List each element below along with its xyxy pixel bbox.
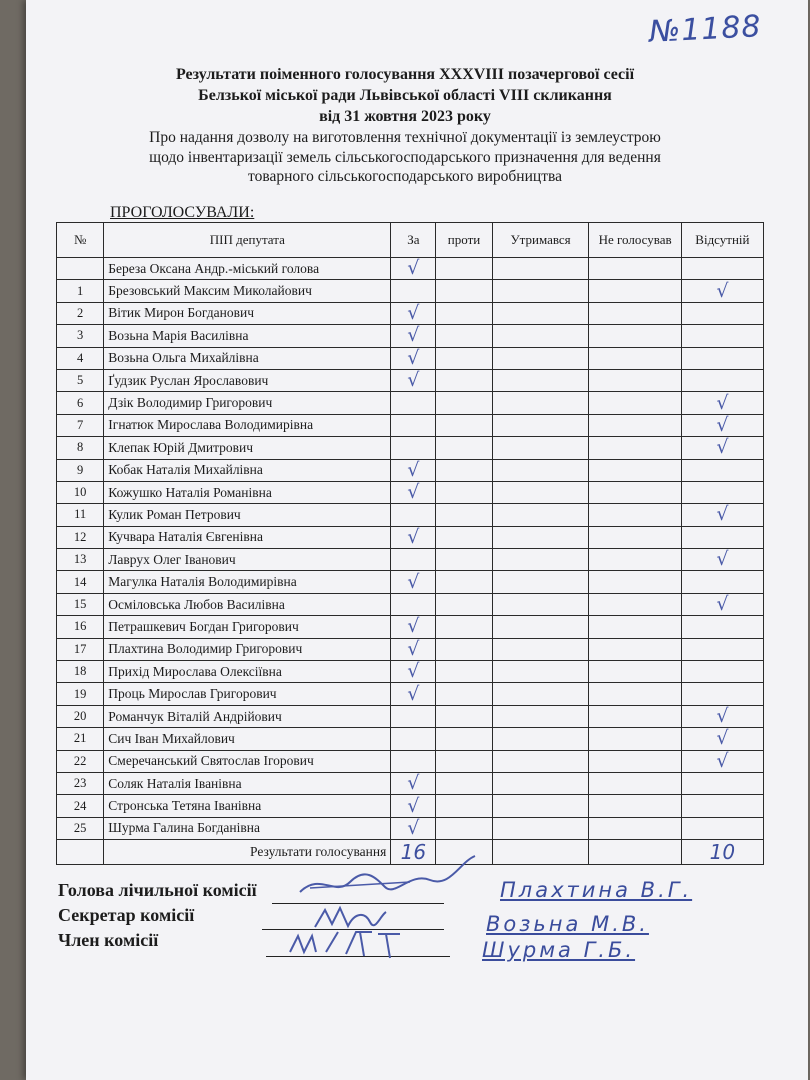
vote-cell-against: [436, 481, 492, 503]
header-abstained: Утримався: [492, 223, 589, 258]
table-row: [57, 705, 764, 727]
vote-cell-against: [436, 616, 492, 638]
vote-cell-against: [436, 638, 492, 660]
vote-cell-for: [391, 638, 436, 660]
table-row: [57, 795, 764, 817]
deputy-name: Смеречанський Святослав Ігорович: [104, 750, 391, 772]
signature-name-chair: Плахтина В.Г.: [500, 878, 693, 902]
table-row: [57, 504, 764, 526]
table-row: [57, 661, 764, 683]
header-for: За: [391, 223, 436, 258]
checkmark-icon: √: [407, 302, 420, 324]
vote-cell-absent: [681, 280, 763, 302]
vote-cell-absent: [681, 772, 763, 794]
vote-cell-not-voted: [589, 369, 681, 391]
checkmark-icon: √: [407, 682, 420, 705]
row-number: 18: [57, 661, 104, 683]
vote-cell-against: [436, 258, 492, 280]
checkmark-icon: √: [407, 817, 420, 839]
vote-cell-abstained: [492, 280, 589, 302]
vote-cell-abstained: [492, 616, 589, 638]
vote-cell-abstained: [492, 705, 589, 727]
vote-cell-absent: [681, 258, 763, 280]
checkmark-icon: √: [407, 347, 420, 369]
signature-role-member: Член комісії: [58, 930, 159, 950]
table-row: [57, 571, 764, 593]
header-against: проти: [436, 223, 492, 258]
vote-cell-absent: [681, 705, 763, 727]
vote-cell-against: [436, 728, 492, 750]
deputy-name: Вітик Мирон Богданович: [104, 302, 391, 324]
checkmark-icon: √: [407, 526, 420, 548]
vote-cell-absent: [681, 369, 763, 391]
checkmark-icon: √: [407, 257, 420, 280]
vote-cell-not-voted: [589, 638, 681, 660]
vote-cell-absent: [681, 750, 763, 772]
deputy-name: Шурма Галина Богданівна: [104, 817, 391, 839]
title-line-1: Результати поіменного голосування XXXVIII позачергової сесії: [175, 66, 635, 83]
vote-cell-not-voted: [589, 571, 681, 593]
table-row: [57, 593, 764, 615]
row-number: 22: [57, 750, 104, 772]
vote-cell-absent: [681, 549, 763, 571]
vote-cell-for: [391, 705, 436, 727]
vote-cell-absent: [681, 526, 763, 548]
subject-line-3: товарного сільськогосподарського виробництва: [248, 168, 562, 185]
vote-cell-not-voted: [589, 459, 681, 481]
vote-cell-against: [436, 593, 492, 615]
table-row: [57, 728, 764, 750]
checkmark-icon: √: [716, 548, 729, 571]
row-number: 10: [57, 481, 104, 503]
vote-cell-against: [436, 683, 492, 705]
vote-cell-absent: [681, 683, 763, 705]
table-header-row: [57, 223, 764, 258]
vote-cell-abstained: [492, 593, 589, 615]
subject-line-2: щодо інвентаризації земель сільськогосподарського призначення для ведення: [149, 149, 661, 166]
table-row: [57, 369, 764, 391]
signature-role-secretary: Секретар комісії: [58, 905, 195, 925]
vote-cell-against: [436, 459, 492, 481]
deputy-name: Ігнатюк Мирослава Володимирівна: [104, 414, 391, 436]
table-row: [57, 325, 764, 347]
vote-cell-not-voted: [589, 549, 681, 571]
vote-cell-abstained: [492, 347, 589, 369]
row-number: 17: [57, 638, 104, 660]
checkmark-icon: √: [716, 436, 729, 459]
vote-cell-abstained: [492, 414, 589, 436]
table-row: [57, 750, 764, 772]
checkmark-icon: √: [716, 279, 729, 302]
deputy-name: Дзік Володимир Григорович: [104, 392, 391, 414]
checkmark-icon: √: [716, 414, 729, 436]
vote-cell-abstained: [492, 638, 589, 660]
deputy-name: Береза Оксана Андр.-міський голова: [104, 258, 391, 280]
vote-cell-abstained: [492, 817, 589, 839]
row-number: 7: [57, 414, 104, 436]
table-row: [57, 258, 764, 280]
vote-cell-for: [391, 526, 436, 548]
vote-cell-against: [436, 392, 492, 414]
table-row: [57, 347, 764, 369]
vote-cell-for: [391, 571, 436, 593]
table-row: [57, 683, 764, 705]
row-number: 4: [57, 347, 104, 369]
table-row: [57, 616, 764, 638]
vote-cell-abstained: [492, 459, 589, 481]
vote-cell-not-voted: [589, 437, 681, 459]
totals-for: 16: [391, 840, 436, 865]
checkmark-icon: √: [716, 503, 729, 526]
table-row: [57, 459, 764, 481]
vote-cell-not-voted: [589, 683, 681, 705]
deputy-name: Проць Мирослав Григорович: [104, 683, 391, 705]
vote-cell-absent: [681, 302, 763, 324]
vote-cell-for: [391, 795, 436, 817]
vote-cell-for: [391, 728, 436, 750]
vote-cell-not-voted: [589, 795, 681, 817]
row-number: 9: [57, 459, 104, 481]
header-num: №: [57, 223, 104, 258]
vote-cell-absent: [681, 616, 763, 638]
deputy-name: Магулка Наталія Володимирівна: [104, 571, 391, 593]
row-number: 11: [57, 504, 104, 526]
vote-cell-for: [391, 661, 436, 683]
signature-name-secretary: Возьна М.В.: [486, 912, 649, 936]
vote-cell-not-voted: [589, 750, 681, 772]
vote-cell-for: [391, 504, 436, 526]
row-number: 14: [57, 571, 104, 593]
totals-not-voted: [589, 840, 681, 865]
deputy-name: Ґудзик Руслан Ярославович: [104, 369, 391, 391]
vote-cell-for: [391, 392, 436, 414]
vote-cell-not-voted: [589, 661, 681, 683]
table-row: [57, 481, 764, 503]
vote-cell-absent: [681, 504, 763, 526]
vote-cell-not-voted: [589, 302, 681, 324]
vote-cell-abstained: [492, 437, 589, 459]
checkmark-icon: √: [407, 638, 420, 660]
row-number: 12: [57, 526, 104, 548]
table-row: [57, 772, 764, 794]
row-number: 2: [57, 302, 104, 324]
vote-cell-not-voted: [589, 392, 681, 414]
table-row: [57, 638, 764, 660]
checkmark-icon: √: [407, 660, 420, 683]
vote-cell-for: [391, 325, 436, 347]
vote-cell-against: [436, 280, 492, 302]
vote-cell-against: [436, 302, 492, 324]
header-absent: Відсутній: [681, 223, 763, 258]
table-row: [57, 392, 764, 414]
vote-cell-not-voted: [589, 280, 681, 302]
row-number: 20: [57, 705, 104, 727]
vote-cell-abstained: [492, 728, 589, 750]
deputy-name: Возьна Марія Василівна: [104, 325, 391, 347]
row-number: 23: [57, 772, 104, 794]
deputy-name: Кобак Наталія Михайлівна: [104, 459, 391, 481]
row-number: 8: [57, 437, 104, 459]
vote-cell-abstained: [492, 750, 589, 772]
totals-abstained: [492, 840, 589, 865]
title-line-2: Белзької міської ради Львівської області VIII скликання: [198, 87, 612, 104]
subject-line-1: Про надання дозволу на виготовлення технічної документації із землеустрою: [149, 129, 661, 146]
deputy-name: Клепак Юрій Дмитрович: [104, 437, 391, 459]
vote-cell-for: [391, 772, 436, 794]
deputy-name: Романчук Віталій Андрійович: [104, 705, 391, 727]
vote-cell-absent: [681, 795, 763, 817]
vote-cell-abstained: [492, 526, 589, 548]
vote-cell-not-voted: [589, 728, 681, 750]
table-row: [57, 526, 764, 548]
vote-cell-abstained: [492, 481, 589, 503]
deputy-name: Стронська Тетяна Іванівна: [104, 795, 391, 817]
vote-cell-abstained: [492, 772, 589, 794]
row-number: 24: [57, 795, 104, 817]
deputy-name: Кожушко Наталія Романівна: [104, 481, 391, 503]
checkmark-icon: √: [716, 727, 729, 750]
table-row: [57, 414, 764, 436]
vote-cell-absent: [681, 728, 763, 750]
checkmark-icon: √: [407, 459, 420, 481]
vote-cell-for: [391, 616, 436, 638]
voted-label: ПРОГОЛОСУВАЛИ:: [110, 204, 255, 221]
vote-cell-abstained: [492, 302, 589, 324]
row-number: 3: [57, 325, 104, 347]
vote-cell-for: [391, 817, 436, 839]
checkmark-icon: √: [716, 750, 729, 772]
vote-cell-for: [391, 481, 436, 503]
vote-cell-for: [391, 683, 436, 705]
checkmark-icon: √: [407, 481, 420, 504]
vote-cell-against: [436, 549, 492, 571]
vote-cell-for: [391, 369, 436, 391]
table-row: [57, 549, 764, 571]
deputy-name: Возьна Ольга Михайлівна: [104, 347, 391, 369]
vote-cell-against: [436, 661, 492, 683]
vote-cell-for: [391, 347, 436, 369]
checkmark-icon: √: [407, 369, 420, 392]
vote-cell-against: [436, 347, 492, 369]
totals-label: Результати голосування: [104, 840, 391, 865]
row-number: 1: [57, 280, 104, 302]
vote-cell-absent: [681, 661, 763, 683]
vote-cell-not-voted: [589, 616, 681, 638]
vote-cell-against: [436, 795, 492, 817]
vote-cell-against: [436, 325, 492, 347]
vote-cell-against: [436, 369, 492, 391]
vote-cell-for: [391, 593, 436, 615]
vote-cell-absent: [681, 638, 763, 660]
vote-cell-not-voted: [589, 325, 681, 347]
signature-name-member: Шурма Г.Б.: [482, 938, 636, 962]
table-row: [57, 280, 764, 302]
row-number: 19: [57, 683, 104, 705]
deputy-name: Плахтина Володимир Григорович: [104, 638, 391, 660]
deputy-name: Кучвара Наталія Євгенівна: [104, 526, 391, 548]
vote-cell-absent: [681, 593, 763, 615]
vote-cell-for: [391, 258, 436, 280]
vote-cell-absent: [681, 459, 763, 481]
title-line-3: від 31 жовтня 2023 року: [319, 108, 491, 125]
vote-cell-absent: [681, 392, 763, 414]
deputy-name: Кулик Роман Петрович: [104, 504, 391, 526]
vote-cell-abstained: [492, 369, 589, 391]
vote-cell-abstained: [492, 392, 589, 414]
vote-cell-not-voted: [589, 772, 681, 794]
vote-cell-abstained: [492, 258, 589, 280]
deputy-name: Брезовський Максим Миколайович: [104, 280, 391, 302]
table-row: [57, 817, 764, 839]
vote-cell-not-voted: [589, 817, 681, 839]
checkmark-icon: √: [716, 705, 729, 727]
vote-cell-abstained: [492, 795, 589, 817]
vote-cell-for: [391, 459, 436, 481]
checkmark-icon: √: [716, 593, 729, 616]
deputy-name: Петрашкевич Богдан Григорович: [104, 616, 391, 638]
handwritten-signature-chair: [290, 852, 490, 907]
checkmark-icon: √: [407, 615, 420, 638]
deputy-name: Осміловська Любов Василівна: [104, 593, 391, 615]
vote-cell-not-voted: [589, 593, 681, 615]
voting-table: [56, 222, 764, 865]
vote-cell-not-voted: [589, 705, 681, 727]
row-number: 25: [57, 817, 104, 839]
vote-cell-abstained: [492, 549, 589, 571]
handwritten-signature-member: [286, 926, 406, 962]
vote-cell-absent: [681, 571, 763, 593]
document-number: №1188: [648, 9, 763, 50]
vote-cell-against: [436, 526, 492, 548]
vote-cell-against: [436, 571, 492, 593]
table-row: [57, 302, 764, 324]
vote-cell-against: [436, 705, 492, 727]
row-number: 21: [57, 728, 104, 750]
row-number: 15: [57, 593, 104, 615]
vote-cell-for: [391, 750, 436, 772]
deputy-name: Соляк Наталія Іванівна: [104, 772, 391, 794]
vote-cell-abstained: [492, 661, 589, 683]
totals-absent: 10: [681, 840, 763, 865]
deputy-name: Сич Іван Михайлович: [104, 728, 391, 750]
vote-cell-against: [436, 750, 492, 772]
vote-cell-for: [391, 414, 436, 436]
vote-cell-not-voted: [589, 504, 681, 526]
deputy-name: Прихід Мирослава Олексіївна: [104, 661, 391, 683]
vote-cell-for: [391, 437, 436, 459]
vote-cell-abstained: [492, 325, 589, 347]
vote-cell-against: [436, 817, 492, 839]
checkmark-icon: √: [407, 570, 420, 593]
vote-cell-against: [436, 437, 492, 459]
checkmark-icon: √: [716, 391, 729, 414]
checkmark-icon: √: [407, 324, 420, 347]
row-number: 5: [57, 369, 104, 391]
row-number: [57, 258, 104, 280]
vote-cell-not-voted: [589, 347, 681, 369]
vote-cell-not-voted: [589, 526, 681, 548]
row-number: 16: [57, 616, 104, 638]
vote-cell-absent: [681, 817, 763, 839]
header-not-voted: Не голосував: [589, 223, 681, 258]
vote-cell-against: [436, 772, 492, 794]
row-number: 6: [57, 392, 104, 414]
vote-cell-abstained: [492, 683, 589, 705]
signature-role-chair: Голова лічильної комісії: [58, 880, 257, 900]
vote-cell-absent: [681, 414, 763, 436]
vote-cell-for: [391, 280, 436, 302]
checkmark-icon: √: [407, 794, 420, 817]
totals-spacer: [57, 840, 104, 865]
vote-cell-not-voted: [589, 481, 681, 503]
deputy-name: Лаврух Олег Іванович: [104, 549, 391, 571]
vote-cell-not-voted: [589, 414, 681, 436]
row-number: 13: [57, 549, 104, 571]
vote-cell-against: [436, 504, 492, 526]
vote-cell-not-voted: [589, 258, 681, 280]
checkmark-icon: √: [407, 772, 420, 795]
header-name: ПІП депутата: [104, 223, 391, 258]
vote-cell-for: [391, 302, 436, 324]
vote-cell-for: [391, 549, 436, 571]
vote-cell-absent: [681, 437, 763, 459]
vote-cell-abstained: [492, 504, 589, 526]
vote-cell-against: [436, 414, 492, 436]
vote-cell-absent: [681, 325, 763, 347]
vote-cell-abstained: [492, 571, 589, 593]
vote-cell-absent: [681, 347, 763, 369]
vote-cell-absent: [681, 481, 763, 503]
table-row: [57, 437, 764, 459]
